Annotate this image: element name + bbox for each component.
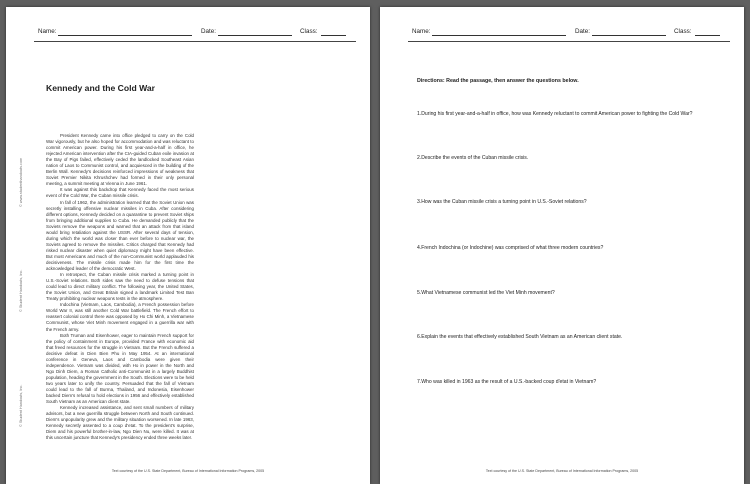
class-label: Class: [674, 28, 692, 35]
worksheet-page-questions [380, 7, 744, 484]
blank-line [58, 35, 192, 36]
directions: Directions: Read the passage, then answer the questions below. [417, 78, 579, 84]
header-rule [408, 41, 730, 42]
passage-paragraph: Both Truman and Eisenhower, eager to maintain French support for the policy of containment in Europe, provided France with economic aid that freed resources for the struggle in Vietnam. But the French suffered a decisive defeat in Dien Bien Phu in May 1954. At an international conference in Geneva, Laos and Cambodia were given their independence. Vietnam was divided, with Ho in power in the North and Ngo Dinh Diem, a Roman Catholic anti-Communist in a largely Buddhist population, heading the government in the South. Elections were to be held two years later to unify the country. Persuaded that the fall of Vietnam could lead to the fall of Burma, Thailand, and Indonesia, Eisenhower backed Diem's refusal to hold elections in 1956 and effectively established South Vietnam as an American client state. [46, 332, 194, 405]
date-label: Date: [575, 28, 591, 35]
class-label: Class: [300, 28, 318, 35]
name-label: Name: [38, 28, 57, 35]
student-info-header [6, 28, 370, 38]
page-footer: Text courtesy of the U.S. State Department, Bureau of International Information Programs, 2005 [111, 469, 265, 473]
passage-paragraph: President Kennedy came into office pledged to carry on the Cold War vigorously, but he also hoped for accommodation and was reluctant to commit American power. During his first year-and-a-half in office, he rejected American intervention after the CIA-guided Cuban exile invasion at the Bay of Pigs failed, effectively ceded the landlocked Southeast Asian nation of Laos to Communist control, and acquiesced in the building of the Berlin Wall. Kennedy's decisions reinforced impressions of weakness that Soviet Premier Nikita Khrushchev had formed in their only personal meeting, a summit meeting at Vienna in June 1961. [46, 133, 194, 187]
side-watermark-bottom: © Student Handouts, Inc. [19, 384, 23, 427]
question-6: 6.Explain the events that effectively established South Vietnam as an American client state. [417, 334, 623, 340]
blank-line [321, 35, 346, 36]
passage-paragraph: In retrospect, the Cuban missile crisis marked a turning point in U.S.-Soviet relations. Both sides saw the need to defuse tensions that could lead to direct military conflict. The following year, the United States, the Soviet Union, and Great Britain signed a landmark Limited Test Ban Treaty prohibiting nuclear weapons tests in the atmosphere. [46, 272, 194, 302]
passage-paragraph: Indochina (Vietnam, Laos, Cambodia), a French possession before World War II, was still another Cold War battlefield. The French effort to reassert colonial control there was opposed by Ho Chi Minh, a Vietnamese Communist, whose Viet Minh movement engaged in a guerrilla war with the French army. [46, 302, 194, 332]
page-title: Kennedy and the Cold War [46, 83, 156, 93]
passage-paragraph: In fall of 1962, the administration learned that the Soviet Union was secretly installing offensive nuclear missiles in Cuba. After considering different options, Kennedy decided on a quarantine to prevent Soviet ships from bringing additional supplies to Cuba. He demanded publicly that the Soviets remove the weapons and warned that an attack from that island would bring retaliation against the USSR. After several days of tension, during which the world was closer than ever before to nuclear war, the Soviets agreed to remove the missiles. Critics charged that Kennedy had risked nuclear disaster when quiet diplomacy might have been effective. But most Americans and much of the non-Communist world applauded his decisiveness. The missile crisis made him for the first time the acknowledged leader of the democratic West. [46, 199, 194, 272]
question-3: 3.How was the Cuban missile crisis a turning point in U.S.-Soviet relations? [417, 199, 587, 205]
side-watermark-top: © www.studenthandouts.com [19, 157, 23, 207]
worksheet-page-reading [6, 7, 370, 484]
side-watermark-mid: © Student Handouts, Inc. [19, 269, 23, 312]
blank-line [695, 35, 720, 36]
blank-line [218, 35, 292, 36]
question-1: 1.During his first year-and-a-half in office, how was Kennedy reluctant to commit American power to fighting the Cold War? [417, 111, 693, 117]
blank-line [592, 35, 666, 36]
question-7: 7.Who was killed in 1963 as the result of a U.S.-backed coup d'etat in Vietnam? [417, 379, 597, 385]
blank-line [432, 35, 566, 36]
reading-passage [46, 133, 354, 459]
question-5: 5.What Vietnamese communist led the Viet Minh movement? [417, 290, 555, 296]
student-info-header [380, 28, 744, 38]
header-rule [34, 41, 356, 42]
page-footer: Text courtesy of the U.S. State Department, Bureau of International Information Programs, 2005 [485, 469, 639, 473]
name-label: Name: [412, 28, 431, 35]
passage-paragraph: It was against this backdrop that Kennedy faced the most serious event of the Cold War, the Cuban missile crisis. [46, 187, 194, 199]
question-4: 4.French Indochina (or Indochine) was comprised of what three modern countries? [417, 245, 604, 251]
question-2: 2.Describe the events of the Cuban missile crisis. [417, 155, 529, 161]
passage-paragraph: Kennedy increased assistance, and sent small numbers of military advisors, but a new guerrilla struggle between North and South continued. Diem's unpopularity grew and the military situation worsened. In late 1963, Kennedy secretly assented to a coup d'etat. To the president's surprise, Diem and his powerful brother-in-law, Ngo Dien Nu, were killed. It was at this uncertain juncture that Kennedy's presidency ended three weeks later. [46, 405, 194, 441]
date-label: Date: [201, 28, 217, 35]
